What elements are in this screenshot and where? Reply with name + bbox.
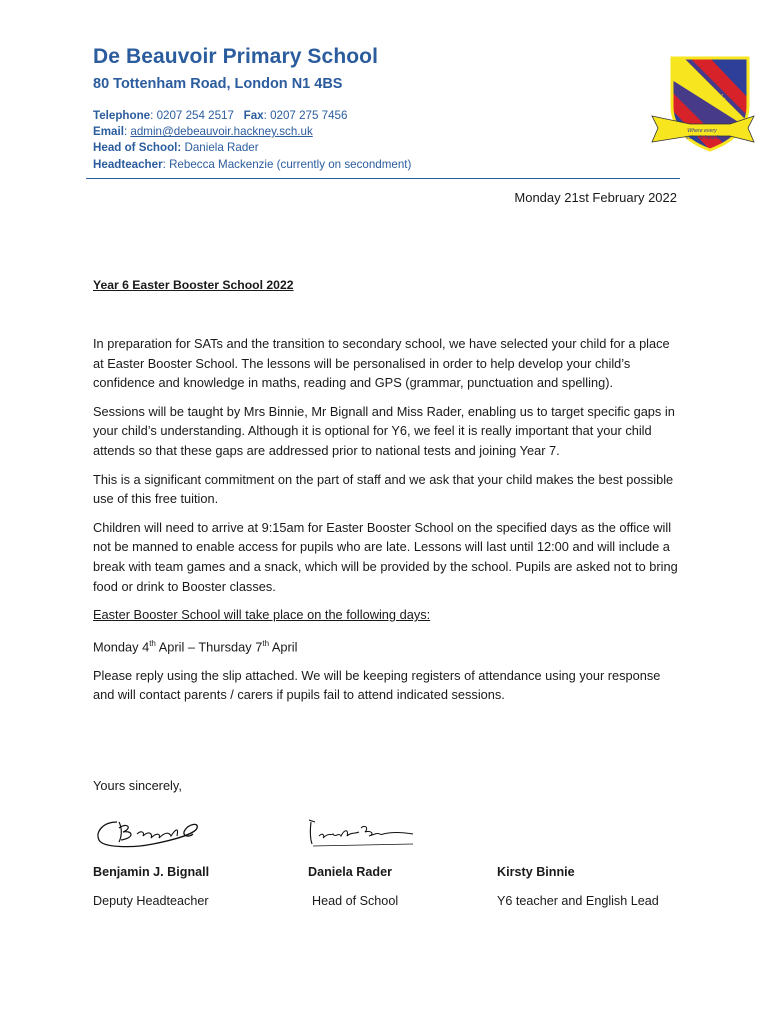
- signatory-name-rader: Daniela Rader: [308, 865, 392, 879]
- email-link[interactable]: admin@debeauvoir.hackney.sch.uk: [130, 125, 313, 139]
- telephone-number: 0207 254 2517: [156, 109, 234, 122]
- closing-salutation: Yours sincerely,: [93, 778, 182, 793]
- fax-number: 0207 275 7456: [270, 109, 348, 122]
- signature-rader: [305, 814, 415, 848]
- headteacher-name: Rebecca Mackenzie (currently on secondment): [169, 157, 412, 171]
- headteacher-line: Headteacher: Rebecca Mackenzie (currently on secondment): [93, 157, 412, 171]
- paragraph-reply: Please reply using the slip attached. We will be keeping registers of attendance using your response and will contact parents / carers if pupils fail to attend indicated sessions.: [93, 667, 661, 703]
- letter-date: Monday 21st February 2022: [514, 190, 677, 205]
- paragraph-sessions: Sessions will be taught by Mrs Binnie, Mr Bignall and Miss Rader, enabling us to target specific gaps in your child’s understanding. Although it is optional for Y6, we feel it is really important that your child attends so that these gaps are addressed prior to national tests and joining Year 7.: [93, 403, 675, 458]
- signatory-name-bignall: Benjamin J. Bignall: [93, 865, 210, 879]
- signatory-role-bignall: Deputy Headteacher: [93, 894, 209, 908]
- header-divider: [86, 178, 680, 179]
- headteacher-label: Headteacher: [93, 157, 163, 171]
- phone-line: Telephone: 0207 254 2517 Fax: 0207 275 7456: [93, 109, 348, 122]
- signatory-role-binnie: Y6 teacher and English Lead: [497, 894, 659, 908]
- signature-bignall: [93, 808, 201, 852]
- school-crest-logo: [650, 54, 756, 158]
- contact-details: [93, 108, 633, 173]
- letterhead: [93, 44, 633, 173]
- email-line: Email: admin@debeauvoir.hackney.sch.uk: [93, 125, 313, 139]
- paragraph-commitment: This is a significant commitment on the part of staff and we ask that your child makes the best possible use of this free tuition.: [93, 471, 674, 507]
- crest-motto-line1: Where every: [687, 128, 717, 134]
- paragraph-intro: In preparation for SATs and the transition to secondary school, we have selected your child for a place at Easter Booster School. The lessons will be personalised in order to help develop your child’s confidence and knowledge in maths, reading and GPS (grammar, punctuation and spelling).: [93, 336, 670, 391]
- head-of-school-label: Head of School:: [93, 141, 182, 155]
- crest-motto-line2: voice is heard: [685, 135, 719, 141]
- head-of-school-line: [93, 140, 633, 156]
- signatory-name-binnie: Kirsty Binnie: [497, 865, 575, 879]
- letter-body: [93, 334, 678, 714]
- telephone-label: Telephone: [93, 109, 151, 122]
- signatory-role-rader: Head of School: [312, 894, 399, 908]
- school-address: 80 Tottenham Road, London N1 4BS: [93, 76, 343, 92]
- crest-name: DeBeauvoir: [678, 69, 728, 106]
- paragraph-arrival: Children will need to arrive at 9:15am for Easter Booster School on the specified days as the office will not be manned to enable access for pupils who are late. Lessons will last until 12:00 and will include a break with team games and a snack, which will be provided by the school. Pupils are asked not to bring food or drink to Booster classes.: [93, 519, 678, 594]
- fax-label: Fax: [243, 109, 264, 122]
- head-of-school-name: Daniela Rader: [184, 141, 259, 155]
- school-name: De Beauvoir Primary School: [93, 45, 379, 68]
- email-label: Email: [93, 125, 124, 139]
- days-heading: Easter Booster School will take place on the following days:: [93, 607, 431, 623]
- booster-dates: Monday 4th April – Thursday 7th April: [93, 638, 298, 654]
- letter-subject: Year 6 Easter Booster School 2022: [93, 278, 294, 292]
